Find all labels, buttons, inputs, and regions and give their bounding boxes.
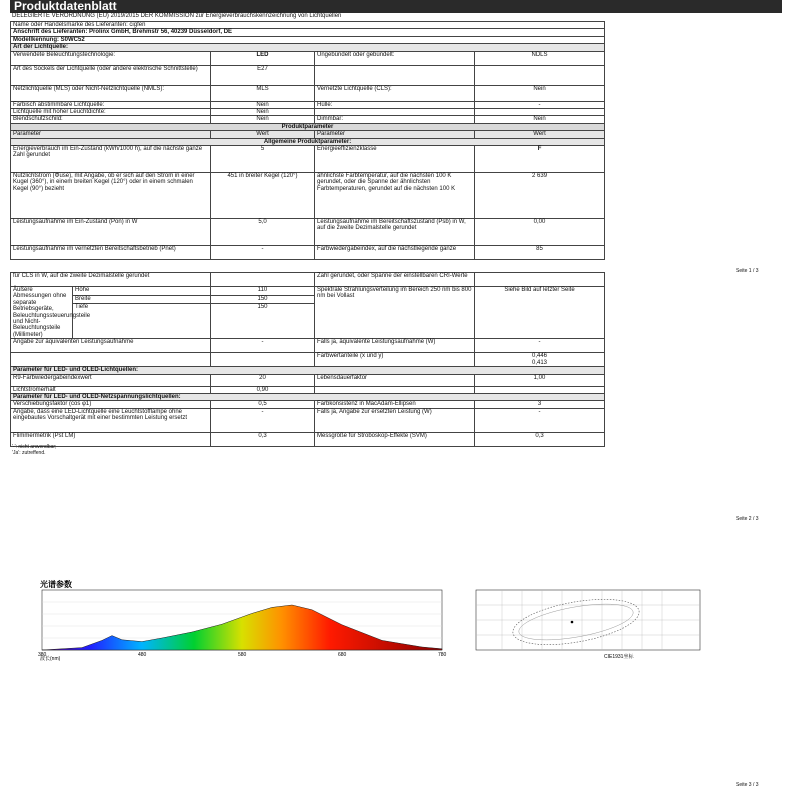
general-params-header: Allgemeine Produktparameter:	[11, 138, 605, 145]
x-tick-label: 480	[138, 652, 147, 658]
note-na: '-': nicht anwendbar;	[12, 444, 57, 450]
general-row: Leistungsaufnahme im Ein-Zustand (Pon) in W 5,0 Leistungsaufnahme im Bereitschaftszustand (Psb) in W, auf die zweite Dezimalstelle gerundet 0,00	[11, 219, 605, 246]
type-row: Verwendete Beleuchtungstechnologie: LED Ungebündelt oder gebündelt: NDLS	[11, 51, 605, 65]
general-row: Energieverbrauch im Ein-Zustand (kWh/1000 h), auf die nächste ganze Zahl gerundet 5 Energieeffizienzklasse F	[11, 146, 605, 173]
type-row: Farbisch abstimmbare Lichtquelle: Nein Hülle: -	[11, 101, 605, 108]
address-row: Anschrift des Lieferanten: Prolinx GmbH, Brehmstr 56, 40239 Düsseldorf, DE	[11, 29, 605, 36]
chart-title: 光谱参数	[40, 580, 72, 589]
type-row: Lichtquelle mit hoher Leuchtdichte: Nein	[11, 109, 605, 116]
note-yes: 'Ja': zutreffend.	[12, 450, 46, 456]
cie-label: CIE1931坐标	[604, 654, 634, 660]
type-row: Art des Sockels der Lichtquelle (oder andere elektrische Schnittstelle) E27	[11, 65, 605, 85]
type-row: Netzlichtquelle (MLS) oder Nicht-Netzlichtquelle (NMLS): MLS Vernetzte Lichtquelle (CLS): Nein	[11, 85, 605, 101]
light-type-header: Art der Lichtquelle:	[11, 44, 605, 51]
page-number: Seite 2 / 3	[736, 516, 759, 522]
spectral-chart	[38, 580, 448, 662]
dimension-row: Äußere Abmessungen ohne separate Betriebsgeräte, Beleuchtungssteuerungsteile und Nicht-Beleuchtungsteile (Millimeter) Höhe 110 Spektrale Strahlungsverteilung im Bereich 250 nm bis 800 nm bei Vollast Siehe Bild auf letzter Seite	[11, 287, 605, 296]
r9-row: R9-Farbwiedergabeindexwert 20 Lebensdauerfaktor 1,00	[11, 374, 605, 386]
claim-row: Angabe, dass eine LED-Lichtquelle eine Leuchtstofflampe ohne eingebautes Vorschaltgerät mit einer bestimmten Leistung ersetzt - Falls ja, Angabe zur ersetzten Leistung (W) -	[11, 408, 605, 432]
chromaticity-point	[571, 621, 574, 624]
equiv-row: Angabe zur äquivalenten Leistungsaufnahme - Falls ja, äquivalente Leistungsaufnahme (W) -	[11, 339, 605, 353]
page2-table	[10, 272, 605, 447]
supplier-row: Name oder Handelsmarke des Lieferanten: cigfen	[11, 22, 605, 29]
type-row: Blendschutzschild: Nein Dimmbar: Nein	[11, 116, 605, 123]
model-row: Modellkennung: S0WC52	[11, 36, 605, 43]
continued-row: für CLS in W, auf die zweite Dezimalstelle gerundet Zahl gerundet, oder Spanne der einstellbaren CRI-Werte	[11, 273, 605, 287]
x-ticks	[38, 652, 447, 658]
x-tick-label: 680	[338, 652, 347, 658]
color-tolerance-chart	[472, 580, 704, 662]
general-row: Leistungsaufnahme im vernetzten Bereitschaftsbetrieb (Pnet) - Farbwiedergabeindex, auf die nächstliegende ganze 85	[11, 246, 605, 260]
x-tick-label: 580	[238, 652, 247, 658]
x-tick-label: 380	[38, 652, 47, 658]
dimension-row: Breite 150	[11, 295, 605, 304]
maintenance-row: Lichtstromerhalt 0,90	[11, 386, 605, 393]
page-title: Produktdatenblatt	[10, 0, 782, 13]
page-number: Seite 3 / 3	[736, 782, 759, 788]
chroma-row: Farbwertanteile (x und y) 0,446 0,413	[11, 353, 605, 367]
page-number: Seite 1 / 3	[736, 268, 759, 274]
flicker-row: Flimmermetrik (Pst LM) 0,3 Messgröße für Stroboskop-Effekte (SVM) 0,3	[11, 432, 605, 446]
x-tick-label: 780	[438, 652, 447, 658]
mains-header: Parameter für LED- und OLED-Netzspannungslichtquellen:	[11, 394, 605, 401]
displacement-row: Verschiebungsfaktor (cos φ1) 0,5 Farbkonsistenz in MacAdam-Ellipsen 3	[11, 401, 605, 408]
page1-table	[10, 21, 605, 260]
product-params-header: Produktparameter	[11, 123, 605, 130]
regulation-subtitle: DELEGIERTE VERORDNUNG (EU) 2019/2015 DER KOMMISSION zur Energieverbrauchskennzeichnung von Lichtquellen	[12, 13, 342, 19]
led-oled-header: Parameter für LED- und OLED-Lichtquellen:	[11, 367, 605, 374]
general-row: Nutzlichtstrom (Φuse), mit Angabe, ob er sich auf den Strom in einer Kugel (360°), in einem breiten Kegel (120°) oder in einem schmalen Kegel (90°) bezieht 451 in breiter Kegel (120°) ähnlichste Farbtemperatur, auf die nächsten 100 K gerundet, oder die Spanne der ähnlichsten Farbtemperaturen, gerundet auf die nächsten 100 K 2 639	[11, 173, 605, 219]
column-header-row: Parameter Wert Parameter Wert	[11, 131, 605, 138]
x-axis-label: 波长(nm)	[40, 656, 61, 662]
dimension-row: Tiefe 150	[11, 304, 605, 339]
